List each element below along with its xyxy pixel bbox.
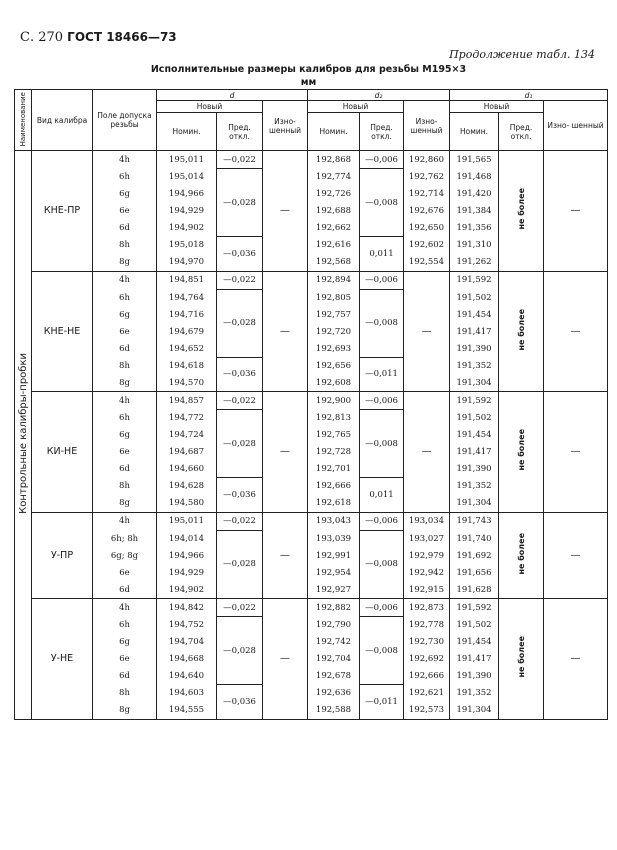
d2-deviation: —0,006 bbox=[360, 151, 404, 169]
d2-nominal: 192,894 bbox=[308, 271, 360, 289]
d-deviation: —0,028 bbox=[217, 617, 263, 685]
header-d-pred: Пред. откл. bbox=[217, 113, 263, 151]
d-deviation: —0,022 bbox=[217, 151, 263, 169]
header-vid: Вид калибра bbox=[32, 90, 93, 151]
d-nominal: 194,640 bbox=[157, 668, 217, 685]
d2-nominal: 192,666 bbox=[308, 478, 360, 495]
d2-nominal: 192,720 bbox=[308, 323, 360, 340]
tolerance-field: 6d bbox=[93, 461, 157, 478]
gauge-kind: КНЕ-НЕ bbox=[32, 271, 93, 392]
d2-worn: 192,942 bbox=[404, 564, 450, 581]
d2-deviation: —0,006 bbox=[360, 392, 404, 410]
d-worn: — bbox=[263, 151, 308, 272]
d-nominal: 194,628 bbox=[157, 478, 217, 495]
d-nominal: 194,764 bbox=[157, 289, 217, 306]
d1-limit-cell bbox=[499, 599, 544, 720]
tolerance-field: 4h bbox=[93, 151, 157, 169]
d2-nominal: 192,813 bbox=[308, 410, 360, 427]
d1-nominal: 191,356 bbox=[450, 220, 499, 237]
header-d: d bbox=[157, 90, 308, 101]
d2-worn: 192,915 bbox=[404, 581, 450, 599]
d2-nominal: 192,900 bbox=[308, 392, 360, 410]
header-d1-pred: Пред. откл. bbox=[499, 113, 544, 151]
d-worn: — bbox=[263, 599, 308, 720]
d-deviation: —0,028 bbox=[217, 530, 263, 599]
d2-nominal: 192,588 bbox=[308, 702, 360, 720]
d2-nominal: 192,656 bbox=[308, 357, 360, 374]
d1-limit-label: не более bbox=[516, 308, 526, 351]
d2-deviation: —0,011 bbox=[360, 685, 404, 720]
d1-nominal: 191,502 bbox=[450, 289, 499, 306]
table-continuation: Продолжение табл. 134 bbox=[449, 48, 595, 61]
d1-nominal: 191,304 bbox=[450, 702, 499, 720]
d-nominal: 194,857 bbox=[157, 392, 217, 410]
tolerance-field: 6g; 8g bbox=[93, 547, 157, 564]
d-nominal: 194,716 bbox=[157, 306, 217, 323]
tolerance-field: 6h; 8h bbox=[93, 530, 157, 547]
header-d-new: Новый bbox=[157, 101, 263, 113]
d1-nominal: 191,417 bbox=[450, 444, 499, 461]
d-nominal: 195,011 bbox=[157, 512, 217, 530]
tolerance-field: 6h bbox=[93, 617, 157, 634]
table-row bbox=[15, 599, 608, 617]
d1-nominal: 191,390 bbox=[450, 461, 499, 478]
d-nominal: 194,603 bbox=[157, 685, 217, 702]
d-nominal: 194,966 bbox=[157, 547, 217, 564]
d2-nominal: 192,701 bbox=[308, 461, 360, 478]
d-nominal: 194,687 bbox=[157, 444, 217, 461]
d1-nominal: 191,262 bbox=[450, 254, 499, 272]
d-nominal: 194,851 bbox=[157, 271, 217, 289]
d2-nominal: 192,927 bbox=[308, 581, 360, 599]
gauge-kind: КИ-НЕ bbox=[32, 392, 93, 513]
tolerance-field: 4h bbox=[93, 599, 157, 617]
page-number: С. 270 bbox=[20, 30, 64, 45]
tolerance-field: 6g bbox=[93, 427, 157, 444]
d1-nominal: 191,417 bbox=[450, 323, 499, 340]
d-nominal: 194,724 bbox=[157, 427, 217, 444]
d2-deviation: —0,008 bbox=[360, 289, 404, 357]
table-row bbox=[15, 271, 608, 289]
d2-worn: — bbox=[404, 392, 450, 513]
header-d1-worn: Изно- шенный bbox=[544, 101, 608, 151]
d2-worn: 192,762 bbox=[404, 169, 450, 186]
d2-deviation: —0,006 bbox=[360, 599, 404, 617]
d1-limit-label: не более bbox=[516, 429, 526, 472]
header-d2-new: Новый bbox=[308, 101, 404, 113]
d2-nominal: 192,636 bbox=[308, 685, 360, 702]
d1-limit-cell bbox=[499, 151, 544, 272]
d2-nominal: 192,608 bbox=[308, 374, 360, 392]
tolerance-field: 8g bbox=[93, 702, 157, 720]
d-deviation: —0,036 bbox=[217, 685, 263, 720]
d2-nominal: 192,726 bbox=[308, 186, 360, 203]
d2-nominal: 192,868 bbox=[308, 151, 360, 169]
d2-nominal: 192,805 bbox=[308, 289, 360, 306]
header-d-nomin: Номин. bbox=[157, 113, 217, 151]
tolerance-field: 6g bbox=[93, 306, 157, 323]
d-deviation: —0,036 bbox=[217, 478, 263, 513]
tolerance-field: 8h bbox=[93, 478, 157, 495]
d-nominal: 195,011 bbox=[157, 151, 217, 169]
d-worn: — bbox=[263, 271, 308, 392]
d-nominal: 194,772 bbox=[157, 410, 217, 427]
d2-worn: 192,666 bbox=[404, 668, 450, 685]
d2-deviation: —0,006 bbox=[360, 512, 404, 530]
d-nominal: 195,018 bbox=[157, 237, 217, 254]
d1-limit-cell bbox=[499, 512, 544, 599]
standard-number: ГОСТ 18466—73 bbox=[67, 30, 177, 44]
tolerance-field: 4h bbox=[93, 271, 157, 289]
d1-nominal: 191,592 bbox=[450, 392, 499, 410]
d2-nominal: 192,693 bbox=[308, 340, 360, 357]
d1-limit-label: не более bbox=[516, 188, 526, 231]
d2-deviation: —0,008 bbox=[360, 410, 404, 478]
d1-limit-label: не более bbox=[516, 532, 526, 575]
tolerance-field: 8h bbox=[93, 237, 157, 254]
d-nominal: 194,902 bbox=[157, 220, 217, 237]
tolerance-field: 8h bbox=[93, 685, 157, 702]
tolerance-field: 6e bbox=[93, 444, 157, 461]
d-nominal: 194,580 bbox=[157, 495, 217, 513]
d2-worn: 192,676 bbox=[404, 203, 450, 220]
d1-worn: — bbox=[544, 151, 608, 272]
d2-worn: 193,034 bbox=[404, 512, 450, 530]
d1-nominal: 191,454 bbox=[450, 427, 499, 444]
d2-nominal: 192,765 bbox=[308, 427, 360, 444]
d2-nominal: 192,568 bbox=[308, 254, 360, 272]
d2-deviation: 0,011 bbox=[360, 478, 404, 513]
d1-nominal: 191,502 bbox=[450, 410, 499, 427]
d-deviation: —0,036 bbox=[217, 357, 263, 392]
d2-nominal: 192,688 bbox=[308, 203, 360, 220]
d1-nominal: 191,417 bbox=[450, 651, 499, 668]
gauge-kind: У-ПР bbox=[32, 512, 93, 599]
d1-nominal: 191,310 bbox=[450, 237, 499, 254]
tolerance-field: 6e bbox=[93, 323, 157, 340]
d1-nominal: 191,352 bbox=[450, 357, 499, 374]
tolerance-field: 6d bbox=[93, 220, 157, 237]
d1-nominal: 191,740 bbox=[450, 530, 499, 547]
d2-nominal: 192,616 bbox=[308, 237, 360, 254]
d-nominal: 194,929 bbox=[157, 203, 217, 220]
d-nominal: 194,902 bbox=[157, 581, 217, 599]
d1-nominal: 191,304 bbox=[450, 374, 499, 392]
d1-nominal: 191,592 bbox=[450, 271, 499, 289]
tolerance-field: 6g bbox=[93, 186, 157, 203]
d1-limit-label: не более bbox=[516, 636, 526, 679]
d1-nominal: 191,692 bbox=[450, 547, 499, 564]
d-nominal: 194,966 bbox=[157, 186, 217, 203]
table-body bbox=[15, 151, 608, 720]
tolerance-field: 8g bbox=[93, 254, 157, 272]
d-deviation: —0,022 bbox=[217, 271, 263, 289]
d1-nominal: 191,390 bbox=[450, 340, 499, 357]
d-deviation: —0,022 bbox=[217, 512, 263, 530]
header-d2: d₂ bbox=[308, 90, 450, 101]
d2-nominal: 192,742 bbox=[308, 634, 360, 651]
header-d2-nomin: Номин. bbox=[308, 113, 360, 151]
gauge-kind: КНЕ-ПР bbox=[32, 151, 93, 272]
d-deviation: —0,022 bbox=[217, 392, 263, 410]
d2-worn: — bbox=[404, 271, 450, 392]
d2-deviation: —0,008 bbox=[360, 617, 404, 685]
d2-worn: 192,692 bbox=[404, 651, 450, 668]
table-title bbox=[0, 63, 617, 89]
d2-nominal: 192,662 bbox=[308, 220, 360, 237]
d1-limit-cell bbox=[499, 271, 544, 392]
tolerance-field: 6d bbox=[93, 340, 157, 357]
header-d1-nomin: Номин. bbox=[450, 113, 499, 151]
tolerance-field: 4h bbox=[93, 512, 157, 530]
header-d2-pred: Пред. откл. bbox=[360, 113, 404, 151]
d-deviation: —0,022 bbox=[217, 599, 263, 617]
d-nominal: 195,014 bbox=[157, 169, 217, 186]
d2-deviation: —0,011 bbox=[360, 357, 404, 392]
d2-worn: 192,573 bbox=[404, 702, 450, 720]
d2-nominal: 193,043 bbox=[308, 512, 360, 530]
header-naimenovanie: Наименование bbox=[15, 90, 32, 151]
tolerance-field: 6e bbox=[93, 651, 157, 668]
d2-worn: 192,778 bbox=[404, 617, 450, 634]
d1-nominal: 191,454 bbox=[450, 634, 499, 651]
d1-nominal: 191,454 bbox=[450, 306, 499, 323]
d1-nominal: 191,502 bbox=[450, 617, 499, 634]
d2-worn: 192,730 bbox=[404, 634, 450, 651]
d2-worn: 192,621 bbox=[404, 685, 450, 702]
dimensions-table bbox=[14, 89, 608, 720]
d1-nominal: 191,628 bbox=[450, 581, 499, 599]
d2-worn: 192,860 bbox=[404, 151, 450, 169]
d2-worn: 192,714 bbox=[404, 186, 450, 203]
d2-worn: 192,602 bbox=[404, 237, 450, 254]
header-d-worn: Изно- шенный bbox=[263, 101, 308, 151]
d-deviation: —0,028 bbox=[217, 169, 263, 237]
d2-worn: 193,027 bbox=[404, 530, 450, 547]
d2-worn: 192,650 bbox=[404, 220, 450, 237]
header-d1-new: Новый bbox=[450, 101, 544, 113]
d-nominal: 194,679 bbox=[157, 323, 217, 340]
d1-worn: — bbox=[544, 271, 608, 392]
d-deviation: —0,028 bbox=[217, 410, 263, 478]
d1-nominal: 191,384 bbox=[450, 203, 499, 220]
d-deviation: —0,028 bbox=[217, 289, 263, 357]
d-deviation: —0,036 bbox=[217, 237, 263, 272]
header-d2-worn: Изно- шенный bbox=[404, 101, 450, 151]
d2-nominal: 192,704 bbox=[308, 651, 360, 668]
tolerance-field: 6d bbox=[93, 668, 157, 685]
d-nominal: 194,668 bbox=[157, 651, 217, 668]
tolerance-field: 6h bbox=[93, 169, 157, 186]
tolerance-field: 6e bbox=[93, 564, 157, 581]
table-title-text: Исполнительные размеры калибров для резьбы М195×3 bbox=[150, 64, 467, 75]
d-nominal: 194,704 bbox=[157, 634, 217, 651]
d-nominal: 194,929 bbox=[157, 564, 217, 581]
tolerance-field: 6h bbox=[93, 289, 157, 306]
d-worn: — bbox=[263, 512, 308, 599]
d1-nominal: 191,743 bbox=[450, 512, 499, 530]
d-nominal: 194,555 bbox=[157, 702, 217, 720]
category-cell bbox=[15, 151, 32, 720]
d1-worn: — bbox=[544, 392, 608, 513]
table-row bbox=[15, 151, 608, 169]
d2-deviation: —0,008 bbox=[360, 169, 404, 237]
d2-deviation: 0,011 bbox=[360, 237, 404, 272]
d2-worn: 192,873 bbox=[404, 599, 450, 617]
table-row bbox=[15, 512, 608, 530]
d2-nominal: 192,774 bbox=[308, 169, 360, 186]
gauge-kind: У-НЕ bbox=[32, 599, 93, 720]
tolerance-field: 6g bbox=[93, 634, 157, 651]
header-pole: Поле допуска резьбы bbox=[93, 90, 157, 151]
d-nominal: 194,618 bbox=[157, 357, 217, 374]
tolerance-field: 4h bbox=[93, 392, 157, 410]
d2-worn: 192,979 bbox=[404, 547, 450, 564]
tolerance-field: 8h bbox=[93, 357, 157, 374]
d-nominal: 194,652 bbox=[157, 340, 217, 357]
d1-nominal: 191,468 bbox=[450, 169, 499, 186]
d-worn: — bbox=[263, 392, 308, 513]
category-label: Контрольные калибры-пробки bbox=[17, 352, 29, 514]
tolerance-field: 8g bbox=[93, 495, 157, 513]
d1-nominal: 191,390 bbox=[450, 668, 499, 685]
d2-nominal: 192,882 bbox=[308, 599, 360, 617]
d1-nominal: 191,352 bbox=[450, 685, 499, 702]
d2-nominal: 192,678 bbox=[308, 668, 360, 685]
d-nominal: 194,014 bbox=[157, 530, 217, 547]
d-nominal: 194,970 bbox=[157, 254, 217, 272]
d1-nominal: 191,565 bbox=[450, 151, 499, 169]
d2-nominal: 192,954 bbox=[308, 564, 360, 581]
d2-deviation: —0,008 bbox=[360, 530, 404, 599]
d1-nominal: 191,352 bbox=[450, 478, 499, 495]
header-d1: d₁ bbox=[450, 90, 608, 101]
d-nominal: 194,842 bbox=[157, 599, 217, 617]
d1-nominal: 191,420 bbox=[450, 186, 499, 203]
tolerance-field: 6e bbox=[93, 203, 157, 220]
d2-worn: 192,554 bbox=[404, 254, 450, 272]
d1-nominal: 191,304 bbox=[450, 495, 499, 513]
table-unit: мм bbox=[300, 77, 317, 88]
d2-nominal: 192,991 bbox=[308, 547, 360, 564]
d-nominal: 194,570 bbox=[157, 374, 217, 392]
tolerance-field: 6h bbox=[93, 410, 157, 427]
d1-nominal: 191,592 bbox=[450, 599, 499, 617]
tolerance-field: 8g bbox=[93, 374, 157, 392]
d1-limit-cell bbox=[499, 392, 544, 513]
d2-nominal: 192,728 bbox=[308, 444, 360, 461]
d2-deviation: —0,006 bbox=[360, 271, 404, 289]
d2-nominal: 192,790 bbox=[308, 617, 360, 634]
d-nominal: 194,660 bbox=[157, 461, 217, 478]
page-header-left bbox=[20, 30, 177, 45]
d-nominal: 194,752 bbox=[157, 617, 217, 634]
d1-worn: — bbox=[544, 512, 608, 599]
d2-nominal: 193,039 bbox=[308, 530, 360, 547]
d2-nominal: 192,757 bbox=[308, 306, 360, 323]
d1-nominal: 191,656 bbox=[450, 564, 499, 581]
d1-worn: — bbox=[544, 599, 608, 720]
tolerance-field: 6d bbox=[93, 581, 157, 599]
table-row bbox=[15, 392, 608, 410]
d2-nominal: 192,618 bbox=[308, 495, 360, 513]
